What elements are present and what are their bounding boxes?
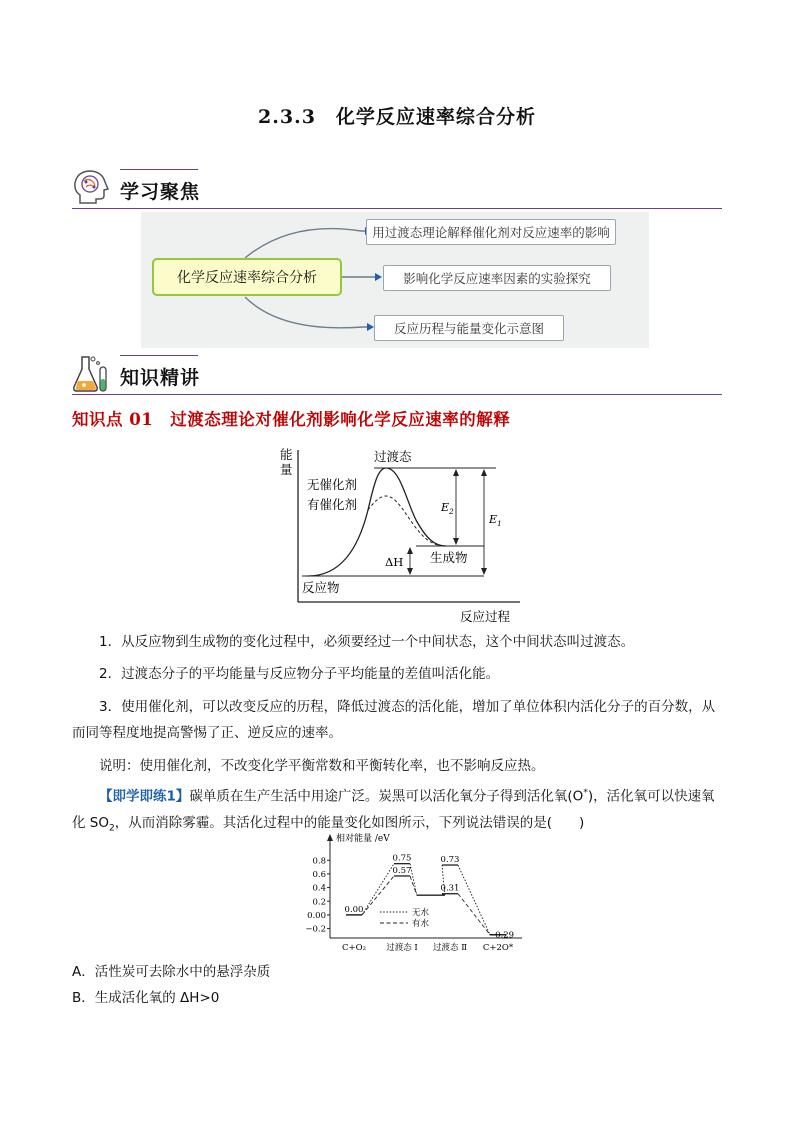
legend-label: 无水 xyxy=(412,908,430,918)
no-catalyst-label: 无催化剂 xyxy=(307,477,358,492)
transition-state-label: 过渡态 xyxy=(374,449,412,464)
data-label: 0.00 xyxy=(344,904,364,915)
point-2: 2．过渡态分子的平均能量与反应物分子平均能量的差值叫活化能。 xyxy=(99,666,500,682)
reactant-label: 反应物 xyxy=(302,580,340,595)
series-connector xyxy=(458,894,490,935)
e2-subscript: 2 xyxy=(449,507,454,516)
exercise-tag: 【即学即练1】 xyxy=(99,788,190,805)
series-connector xyxy=(362,876,394,915)
delta-h-label: ΔH xyxy=(385,555,404,569)
svg-text:E2 xyxy=(440,501,454,516)
section-label-focus: 学习聚焦 xyxy=(120,181,201,203)
option-b: B．生成活化氧的 ΔH>0 xyxy=(72,990,220,1006)
option-a: A．活性炭可去除水中的悬浮杂质 xyxy=(72,964,271,980)
lab-flask-icon xyxy=(72,355,110,393)
y-tick-label: 0.8 xyxy=(312,856,326,867)
y-tick-label: 0.2 xyxy=(312,897,326,908)
mindmap-center-node: 化学反应速率综合分析 xyxy=(152,258,342,296)
head-brain-icon xyxy=(72,169,110,207)
section-header-knowledge xyxy=(72,355,722,395)
chart-ylabel: 相对能量 /eV xyxy=(336,834,390,844)
x-category-label: C+2O* xyxy=(482,943,514,953)
series-connector xyxy=(362,864,394,915)
y-axis-label-1: 能 xyxy=(280,447,293,462)
y-tick-label: 0.00 xyxy=(307,910,326,921)
exercise-text: 【即学即练1】碳单质在生产生活中用途广泛。炭黑可以活化氧分子得到活化氧(O*)，活化氧可以快速氧化 $SO_2$，从而消除雾霾。其活化过程中的能量变化如图所示，下列说法错误的是( ) xyxy=(72,788,715,834)
data-label: 0.73 xyxy=(440,855,460,866)
e1-label: E xyxy=(489,513,498,526)
data-label: 0.75 xyxy=(392,853,412,864)
relative-energy-chart xyxy=(300,830,525,955)
mindmap xyxy=(141,212,649,348)
x-axis-label: 反应过程 xyxy=(460,609,511,624)
svg-text:E1 xyxy=(488,513,502,528)
y-tick-label: 0.4 xyxy=(312,883,326,894)
with-catalyst-label: 有催化剂 xyxy=(307,497,358,512)
x-category-label: C+O₂ xyxy=(341,943,367,953)
y-axis-label-2: 量 xyxy=(280,462,293,477)
x-category-label: 过渡态 Ⅱ xyxy=(433,943,467,953)
e1-subscript: 1 xyxy=(497,519,502,528)
y-tick-label: −0.2 xyxy=(305,924,326,935)
legend-label: 有水 xyxy=(412,919,430,929)
point-3: 3．使用催化剂，可以改变反应的历程，降低过渡态的活化能，增加了单位体积内活化分子的百分数，从而同等程度地提高警惕了正、逆反应的速率。 xyxy=(72,699,716,741)
energy-profile-diagram xyxy=(270,440,530,625)
product-label: 生成物 xyxy=(430,550,468,565)
section-label-knowledge: 知识精讲 xyxy=(120,367,201,389)
point-1: 1．从反应物到生成物的变化过程中，必须要经过一个中间状态，这个中间状态叫过渡态。 xyxy=(99,634,635,650)
mindmap-node-2: 影响化学反应速率因素的实验探究 xyxy=(383,265,611,291)
page-title: 2.3.3 化学反应速率综合分析 xyxy=(258,106,536,128)
data-label: −0.29 xyxy=(487,930,515,941)
section-header-focus xyxy=(72,169,722,209)
e2-label: E xyxy=(441,501,450,514)
mindmap-node-1: 用过渡态理论解释催化剂对反应速率的影响 xyxy=(366,219,616,245)
data-label: 0.57 xyxy=(392,865,412,876)
y-tick-label: 0.6 xyxy=(312,869,326,880)
note: 说明：使用催化剂，不改变化学平衡常数和平衡转化率，也不影响反应热。 xyxy=(99,758,545,774)
data-label: 0.31 xyxy=(440,883,460,894)
x-category-label: 过渡态 Ⅰ xyxy=(386,943,418,953)
mindmap-node-3: 反应历程与能量变化示意图 xyxy=(374,315,564,341)
knowledge-point-heading: 知识点 01 过渡态理论对催化剂影响化学反应速率的解释 xyxy=(72,410,511,429)
